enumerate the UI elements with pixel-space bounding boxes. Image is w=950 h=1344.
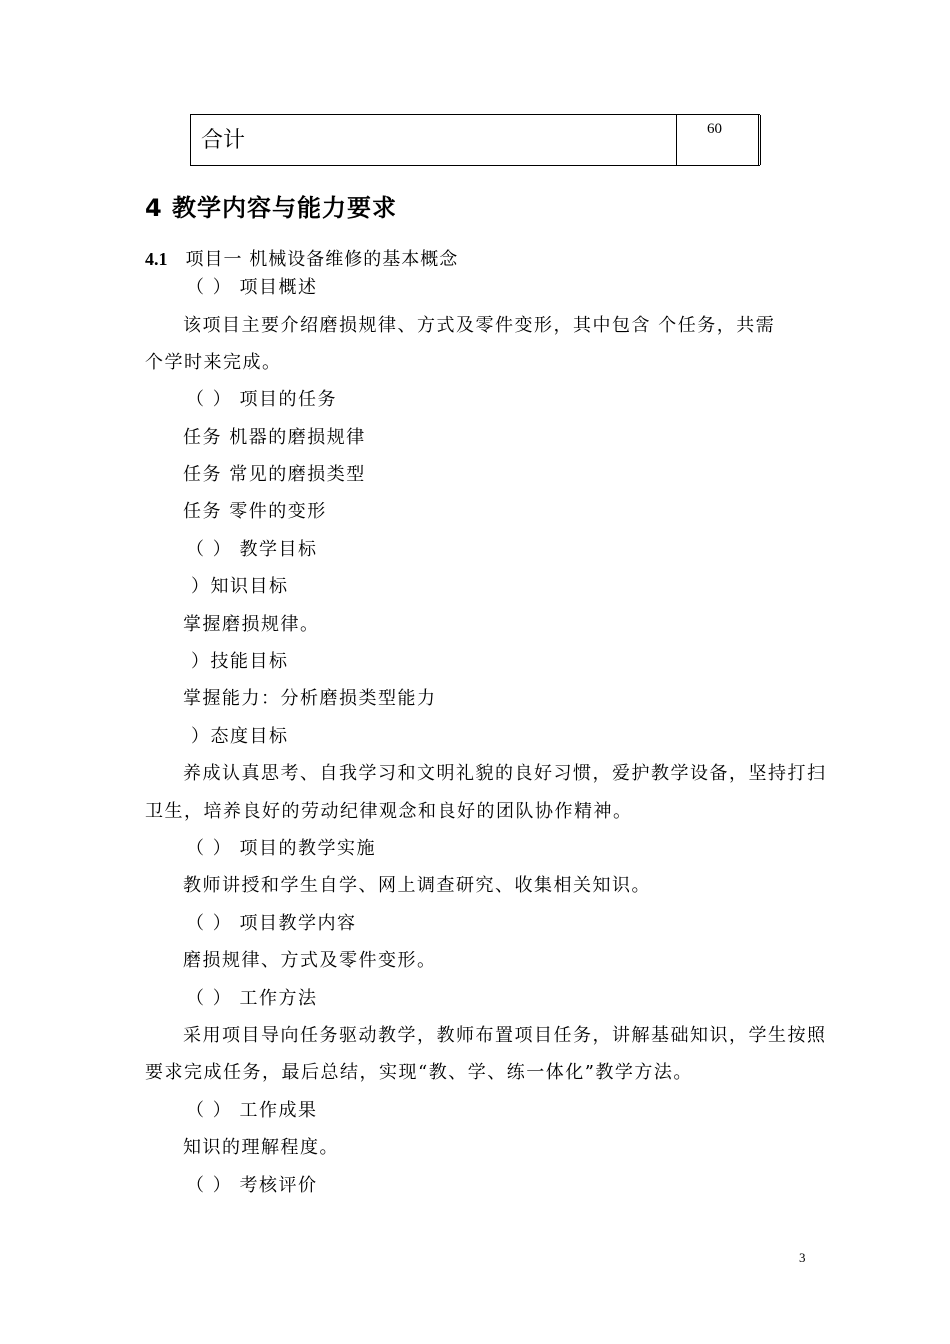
paragraph-line: 知识的理解程度。 <box>183 1137 339 1158</box>
item-heading-tasks: （ ） 项目的任务 <box>186 389 337 410</box>
item-heading-overview: （ ） 项目概述 <box>186 277 318 298</box>
table-label-cell <box>191 115 677 165</box>
paragraph-line: 养成认真思考、自我学习和文明礼貌的良好习惯，爱护教学设备，坚持打扫 <box>183 763 827 784</box>
sub-heading-skill: ）技能目标 <box>191 651 289 672</box>
table-row-value: 60 <box>707 121 722 137</box>
paragraph-line: 掌握能力：分析磨损类型能力 <box>183 688 437 709</box>
task-item: 任务 机器的磨损规律 <box>183 427 366 448</box>
paragraph-line: 个学时来完成。 <box>145 352 282 373</box>
paragraph-line: 掌握磨损规律。 <box>183 614 320 635</box>
summary-table <box>190 114 760 166</box>
sub-heading-attitude: ）态度目标 <box>191 726 289 747</box>
subsection-heading <box>145 245 458 271</box>
task-item: 任务 零件的变形 <box>183 501 327 522</box>
item-heading-goals: （ ） 教学目标 <box>186 539 318 560</box>
page-number: 3 <box>799 1250 806 1265</box>
item-heading-method: （ ） 工作方法 <box>186 988 318 1009</box>
item-heading-implementation: （ ） 项目的教学实施 <box>186 838 376 859</box>
paragraph-line: 卫生，培养良好的劳动纪律观念和良好的团队协作精神。 <box>145 801 633 822</box>
section-heading: 4 教学内容与能力要求 <box>145 194 398 222</box>
sub-heading-knowledge: ）知识目标 <box>191 576 289 597</box>
table-row-label: 合计 <box>201 128 246 153</box>
paragraph-line: 磨损规律、方式及零件变形。 <box>183 950 437 971</box>
subsection-title: 项目一 机械设备维修的基本概念 <box>185 249 459 270</box>
task-item: 任务 常见的磨损类型 <box>183 464 366 485</box>
paragraph-line: 教师讲授和学生自学、网上调查研究、收集相关知识。 <box>183 875 651 896</box>
paragraph-line: 要求完成任务，最后总结，实现“教、学、练一体化”教学方法。 <box>145 1062 693 1083</box>
item-heading-assessment: （ ） 考核评价 <box>186 1175 318 1196</box>
paragraph-line: 该项目主要介绍磨损规律、方式及零件变形，其中包含 个任务，共需 <box>183 315 776 336</box>
table-value-cell <box>677 115 761 165</box>
paragraph-line: 采用项目导向任务驱动教学，教师布置项目任务，讲解基础知识，学生按照 <box>183 1025 827 1046</box>
item-heading-content: （ ） 项目教学内容 <box>186 913 357 934</box>
subsection-number: 4.1 <box>145 249 168 269</box>
item-heading-results: （ ） 工作成果 <box>186 1100 318 1121</box>
